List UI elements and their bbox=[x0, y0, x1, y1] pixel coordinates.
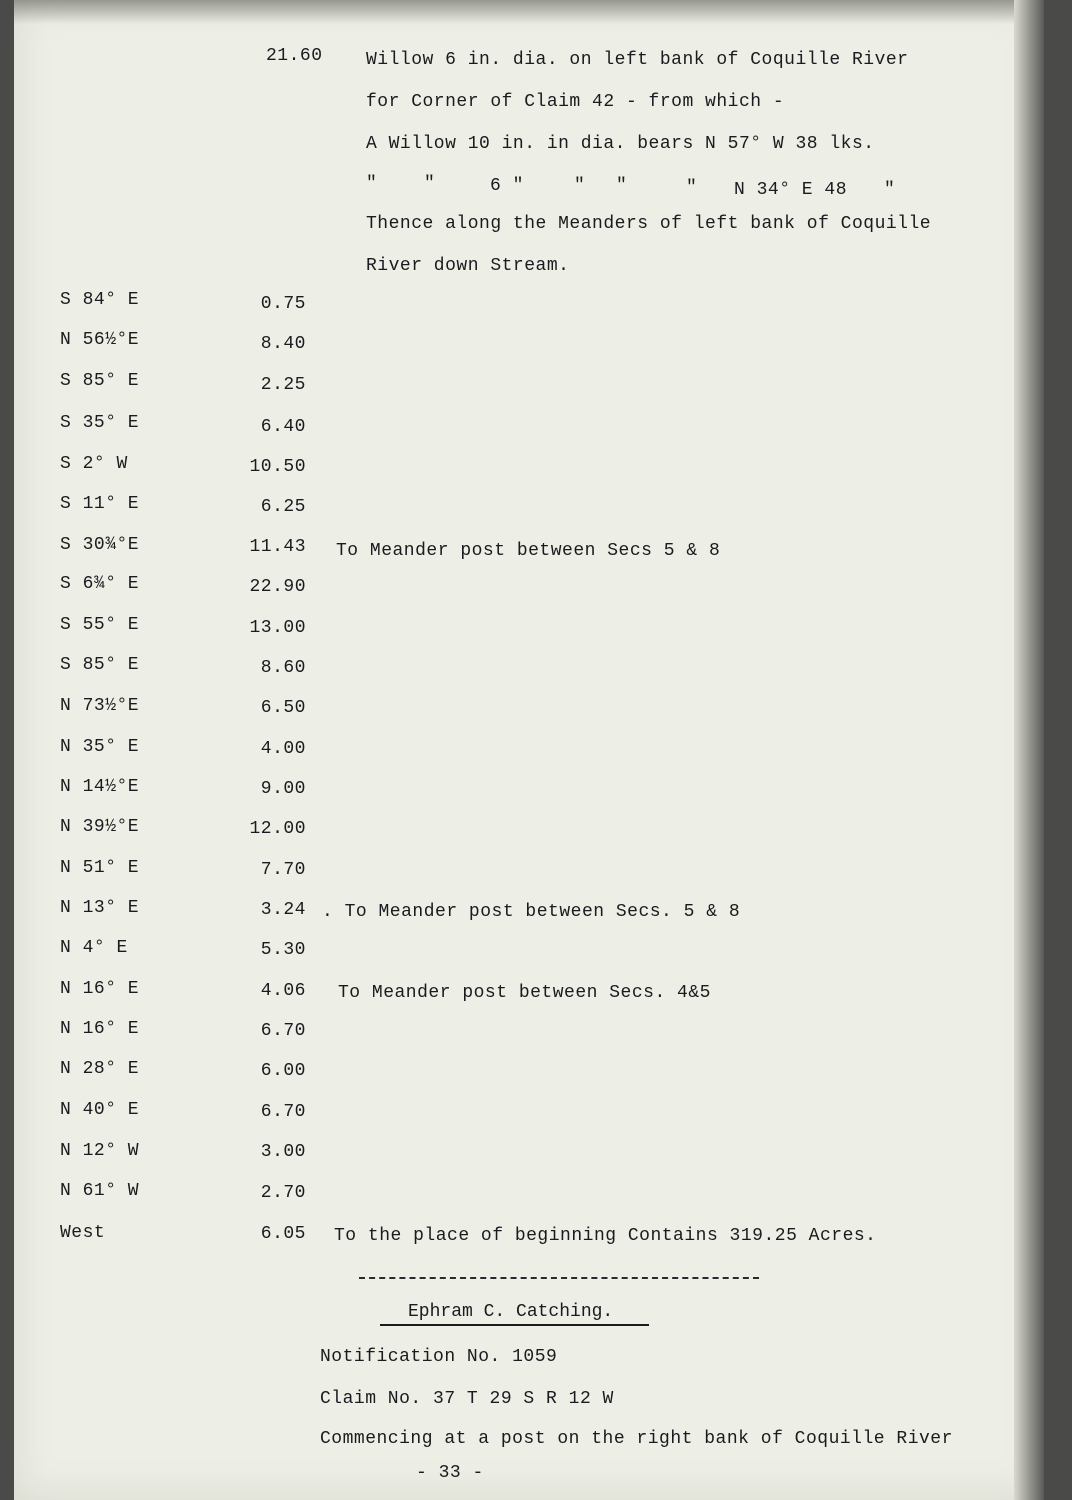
header-line-4-size: 6 " bbox=[490, 176, 524, 196]
header-line-6: River down Stream. bbox=[366, 256, 570, 276]
meander-distance: 12.00 bbox=[249, 819, 306, 839]
meander-distance: 6.00 bbox=[260, 1061, 306, 1081]
ditto-mark: " bbox=[686, 178, 698, 198]
meander-distance: 4.00 bbox=[260, 739, 306, 759]
meander-distance: 6.40 bbox=[260, 417, 306, 437]
meander-bearing: S 85° E bbox=[60, 371, 140, 391]
notification-number: Notification No. 1059 bbox=[320, 1347, 558, 1367]
meander-distance: 6.70 bbox=[260, 1021, 306, 1041]
meander-distance: 7.70 bbox=[260, 860, 306, 880]
meander-distance: 13.00 bbox=[249, 618, 306, 638]
header-line-5: Thence along the Meanders of left bank of Coquille bbox=[366, 214, 932, 234]
dashed-separator bbox=[359, 1277, 759, 1279]
meander-bearing: N 16° E bbox=[60, 1019, 140, 1039]
meander-bearing: S 85° E bbox=[60, 655, 140, 675]
meander-distance: 6.50 bbox=[260, 698, 306, 718]
meander-note: To Meander post between Secs 5 & 8 bbox=[336, 541, 721, 561]
meander-distance: 6.25 bbox=[260, 497, 306, 517]
meander-distance: 3.24 bbox=[260, 900, 306, 920]
meander-bearing: S 55° E bbox=[60, 615, 140, 635]
document-page bbox=[14, 0, 1044, 1500]
header-line-2: for Corner of Claim 42 - from which - bbox=[366, 92, 785, 112]
claim-number: Claim No. 37 T 29 S R 12 W bbox=[320, 1389, 614, 1409]
ditto-mark: " bbox=[884, 180, 896, 200]
meander-bearing: N 73½°E bbox=[60, 696, 140, 716]
meander-bearing: S 84° E bbox=[60, 290, 140, 310]
meander-distance: 8.40 bbox=[260, 334, 306, 354]
meander-bearing: S 6¾° E bbox=[60, 574, 140, 594]
page-edge bbox=[1014, 0, 1044, 1500]
meander-bearing: S 11° E bbox=[60, 494, 140, 514]
meander-distance: 11.43 bbox=[249, 537, 306, 557]
top-shadow bbox=[14, 0, 1044, 24]
meander-distance: 0.75 bbox=[260, 294, 306, 314]
meander-bearing: N 4° E bbox=[60, 938, 128, 958]
ditto-mark: " bbox=[366, 174, 378, 194]
meander-bearing: N 61° W bbox=[60, 1181, 140, 1201]
meander-bearing: N 56½°E bbox=[60, 330, 140, 350]
meander-note: To Meander post between Secs. 4&5 bbox=[338, 983, 711, 1003]
header-line-4-bearing: N 34° E 48 bbox=[734, 180, 848, 200]
meander-bearing: S 30¾°E bbox=[60, 535, 140, 555]
ditto-mark: " bbox=[616, 176, 628, 196]
meander-distance: 6.05 bbox=[260, 1224, 306, 1244]
meander-distance: 6.70 bbox=[260, 1102, 306, 1122]
meander-distance: 2.25 bbox=[260, 375, 306, 395]
meander-bearing: N 35° E bbox=[60, 737, 140, 757]
ditto-mark: " bbox=[424, 174, 436, 194]
meander-distance: 8.60 bbox=[260, 658, 306, 678]
meander-distance: 9.00 bbox=[260, 779, 306, 799]
page-number: - 33 - bbox=[416, 1463, 484, 1483]
meander-bearing: S 2° W bbox=[60, 454, 128, 474]
meander-distance: 3.00 bbox=[260, 1142, 306, 1162]
header-distance: 21.60 bbox=[266, 46, 323, 66]
meander-bearing: N 40° E bbox=[60, 1100, 140, 1120]
commencing-line: Commencing at a post on the right bank of Coquille River bbox=[320, 1429, 953, 1449]
meander-bearing: N 13° E bbox=[60, 898, 140, 918]
meander-distance: 2.70 bbox=[260, 1183, 306, 1203]
meander-bearing: N 14½°E bbox=[60, 777, 140, 797]
meander-note: To the place of beginning Contains 319.25 Acres. bbox=[334, 1226, 877, 1246]
meander-bearing: S 35° E bbox=[60, 413, 140, 433]
meander-distance: 22.90 bbox=[249, 577, 306, 597]
meander-bearing: N 39½°E bbox=[60, 817, 140, 837]
meander-bearing: West bbox=[60, 1223, 106, 1243]
meander-note: . To Meander post between Secs. 5 & 8 bbox=[322, 902, 741, 922]
signature-name: Ephram C. Catching. bbox=[380, 1302, 649, 1326]
meander-bearing: N 12° W bbox=[60, 1141, 140, 1161]
header-line-3: A Willow 10 in. in dia. bears N 57° W 38 lks. bbox=[366, 134, 875, 154]
meander-bearing: N 16° E bbox=[60, 979, 140, 999]
meander-bearing: N 51° E bbox=[60, 858, 140, 878]
meander-distance: 4.06 bbox=[260, 981, 306, 1001]
header-line-1: Willow 6 in. dia. on left bank of Coquille River bbox=[366, 50, 909, 70]
meander-bearing: N 28° E bbox=[60, 1059, 140, 1079]
meander-distance: 5.30 bbox=[260, 940, 306, 960]
meander-distance: 10.50 bbox=[249, 457, 306, 477]
ditto-mark: " bbox=[574, 176, 586, 196]
